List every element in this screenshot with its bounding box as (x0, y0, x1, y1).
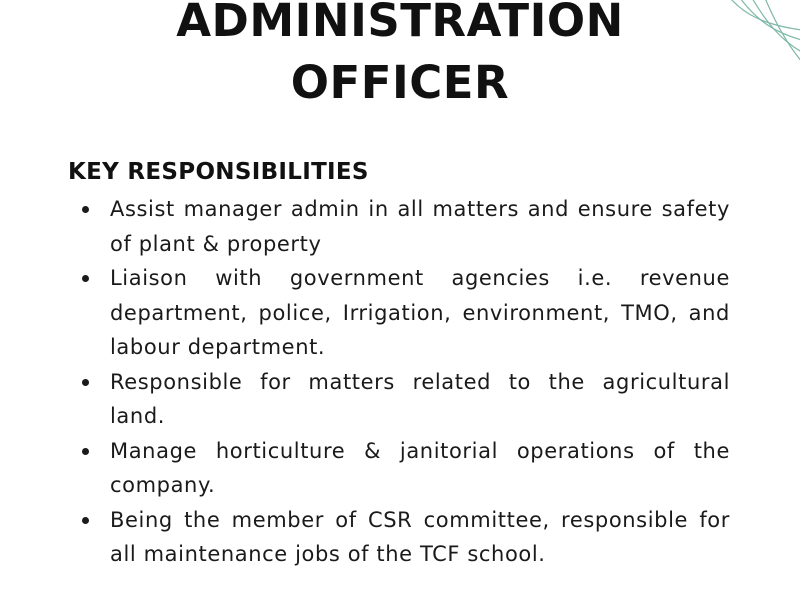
bullet-icon (82, 379, 89, 386)
bullet-icon (82, 275, 89, 282)
responsibilities-list (80, 192, 730, 572)
title-line-2: OFFICER (290, 56, 510, 109)
list-item (80, 192, 730, 261)
list-item-text: Responsible for matters related to the agricultural land. (110, 369, 730, 428)
bullet-icon (82, 448, 89, 455)
list-item (80, 261, 730, 365)
list-item (80, 434, 730, 503)
list-item (80, 503, 730, 572)
title-line-1: ADMINISTRATION (176, 0, 624, 47)
section-heading: KEY RESPONSIBILITIES (68, 159, 369, 185)
list-item-text: Liaison with government agencies i.e. revenue department, police, Irrigation, environment, TMO, and labour department. (110, 266, 730, 359)
bullet-icon (82, 206, 89, 213)
bullet-icon (82, 517, 89, 524)
list-item-text: Manage horticulture & janitorial operations of the company. (110, 438, 730, 497)
list-item-text: Assist manager admin in all matters and ensure safety of plant & property (110, 197, 730, 256)
list-item-text: Being the member of CSR committee, responsible for all maintenance jobs of the TCF school. (110, 507, 730, 566)
page-title (0, 0, 800, 114)
list-item (80, 365, 730, 434)
